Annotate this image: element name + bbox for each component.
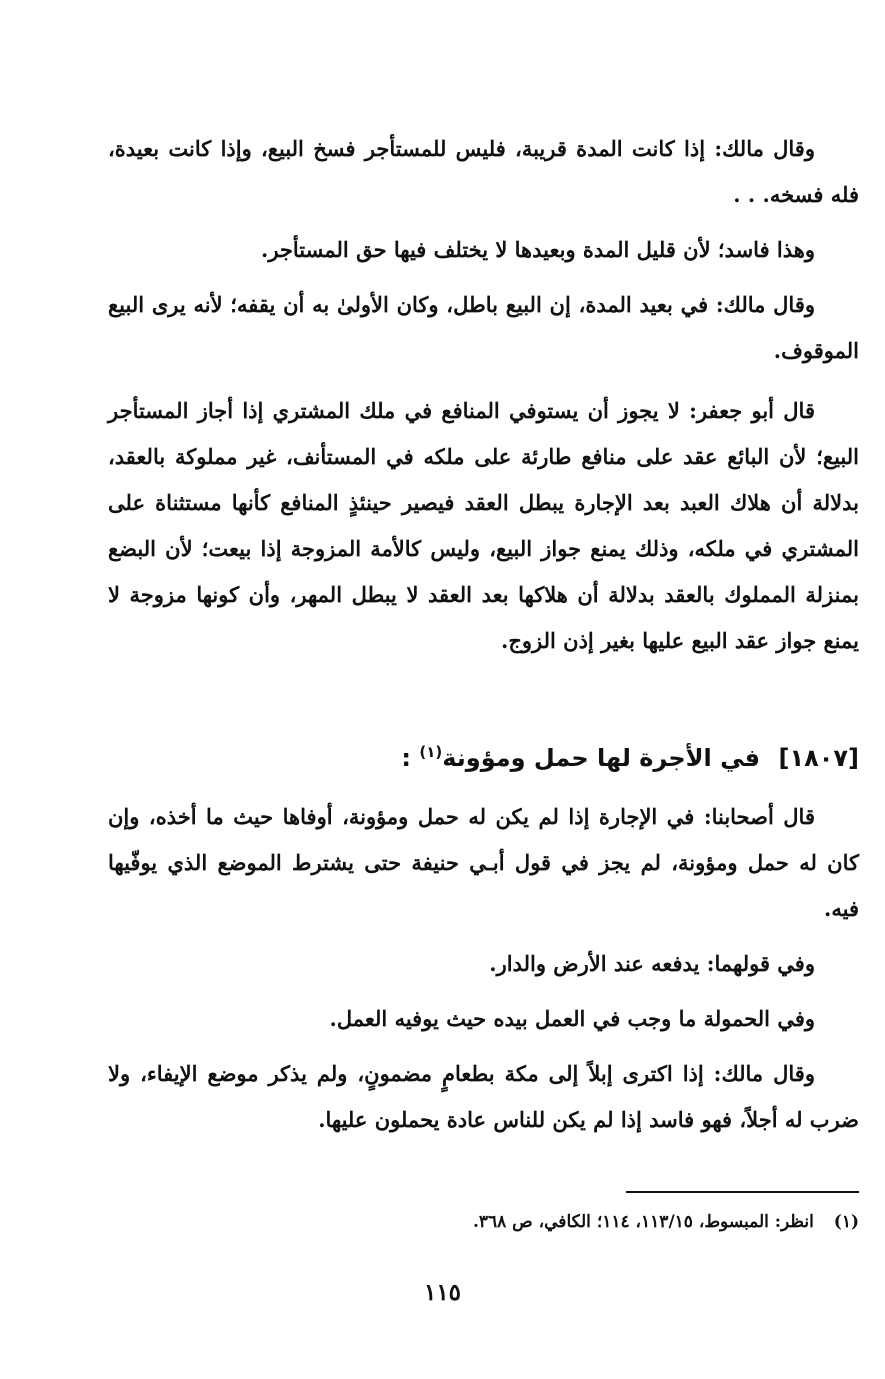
paragraph-malik-short-period: وقال مالك: إذا كانت المدة قريبة، فليس للمستأجر فسخ البيع، وإذا كانت بعيدة، فله فسخه. . . [108,136,859,207]
chapter-footnote-ref[interactable]: (١) [419,743,443,761]
paragraph-their-saying: وفي قولهما: يدفعه عند الأرض والدار. [489,951,815,976]
chapter-number: [١٨٠٧] [778,744,859,772]
section-one [108,126,859,374]
chapter-heading [99,732,859,778]
footnote-mark: (١) [833,1212,859,1232]
paragraph-hamula: وفي الحمولة ما وجب في العمل بيده حيث يوفيه العمل. [329,1006,815,1031]
footnote-separator [626,1191,859,1193]
section-three [108,794,859,1143]
paragraph-refutation: وهذا فاسد؛ لأن قليل المدة وبعيدها لا يختلف فيها حق المستأجر. [261,237,815,262]
section-two [108,388,859,664]
footnote [99,1207,859,1237]
page-number: ١١٥ [423,1279,462,1306]
chapter-colon: : [401,744,411,772]
paragraph-abu-jafar: قال أبو جعفر: لا يجوز أن يستوفي المنافع في ملك المشتري إذا أجاز المستأجر البيع؛ لأن البائع عقد على منافع طارئة على ملكه في المستأنف، غير مملوكة بالعقد، بدلالة أن هلاك العبد بعد الإجارة يبطل العقد فيصير حينئذٍ المنافع كأنها مستثناة على المشتري في ملكه، وذلك يمنع جواز البيع، وليس كالأمة المزوجة إذا بيعت؛ لأن البضع بمنزلة المملوك بالعقد بدلالة أن هلاكها بعد العقد لا يبطل المهر، وأن كونها مزوجة لا يمنع جواز عقد البيع عليها بغير إذن الزوج. [108,398,859,653]
footnote-text: انظر: المبسوط، ١١٣/١٥، ١١٤؛ الكافي، ص ٣٦٨. [472,1212,814,1232]
paragraph-malik-long-period: وقال مالك: في بعيد المدة، إن البيع باطل، وكان الأولىٰ به أن يقفه؛ لأنه يرى البيع الموقوف. [108,292,859,363]
paragraph-our-companions: قال أصحابنا: في الإجارة إذا لم يكن له حمل ومؤونة، أوفاها حيث ما أخذه، وإن كان له حمل ومؤونة، لم يجز في قول أبـي حنيفة حتى يشترط الموضع الذي يوفّيها فيه. [108,804,859,921]
chapter-title: في الأجرة لها حمل ومؤونة [442,744,761,772]
paragraph-malik-camels: وقال مالك: إذا اكترى إبلاً إلى مكة بطعامٍ مضمونٍ، ولم يذكر موضع الإيفاء، ولا ضرب له أجلاً، فهو فاسد إذا لم يكن للناس عادة يحملون عليها. [108,1061,859,1132]
